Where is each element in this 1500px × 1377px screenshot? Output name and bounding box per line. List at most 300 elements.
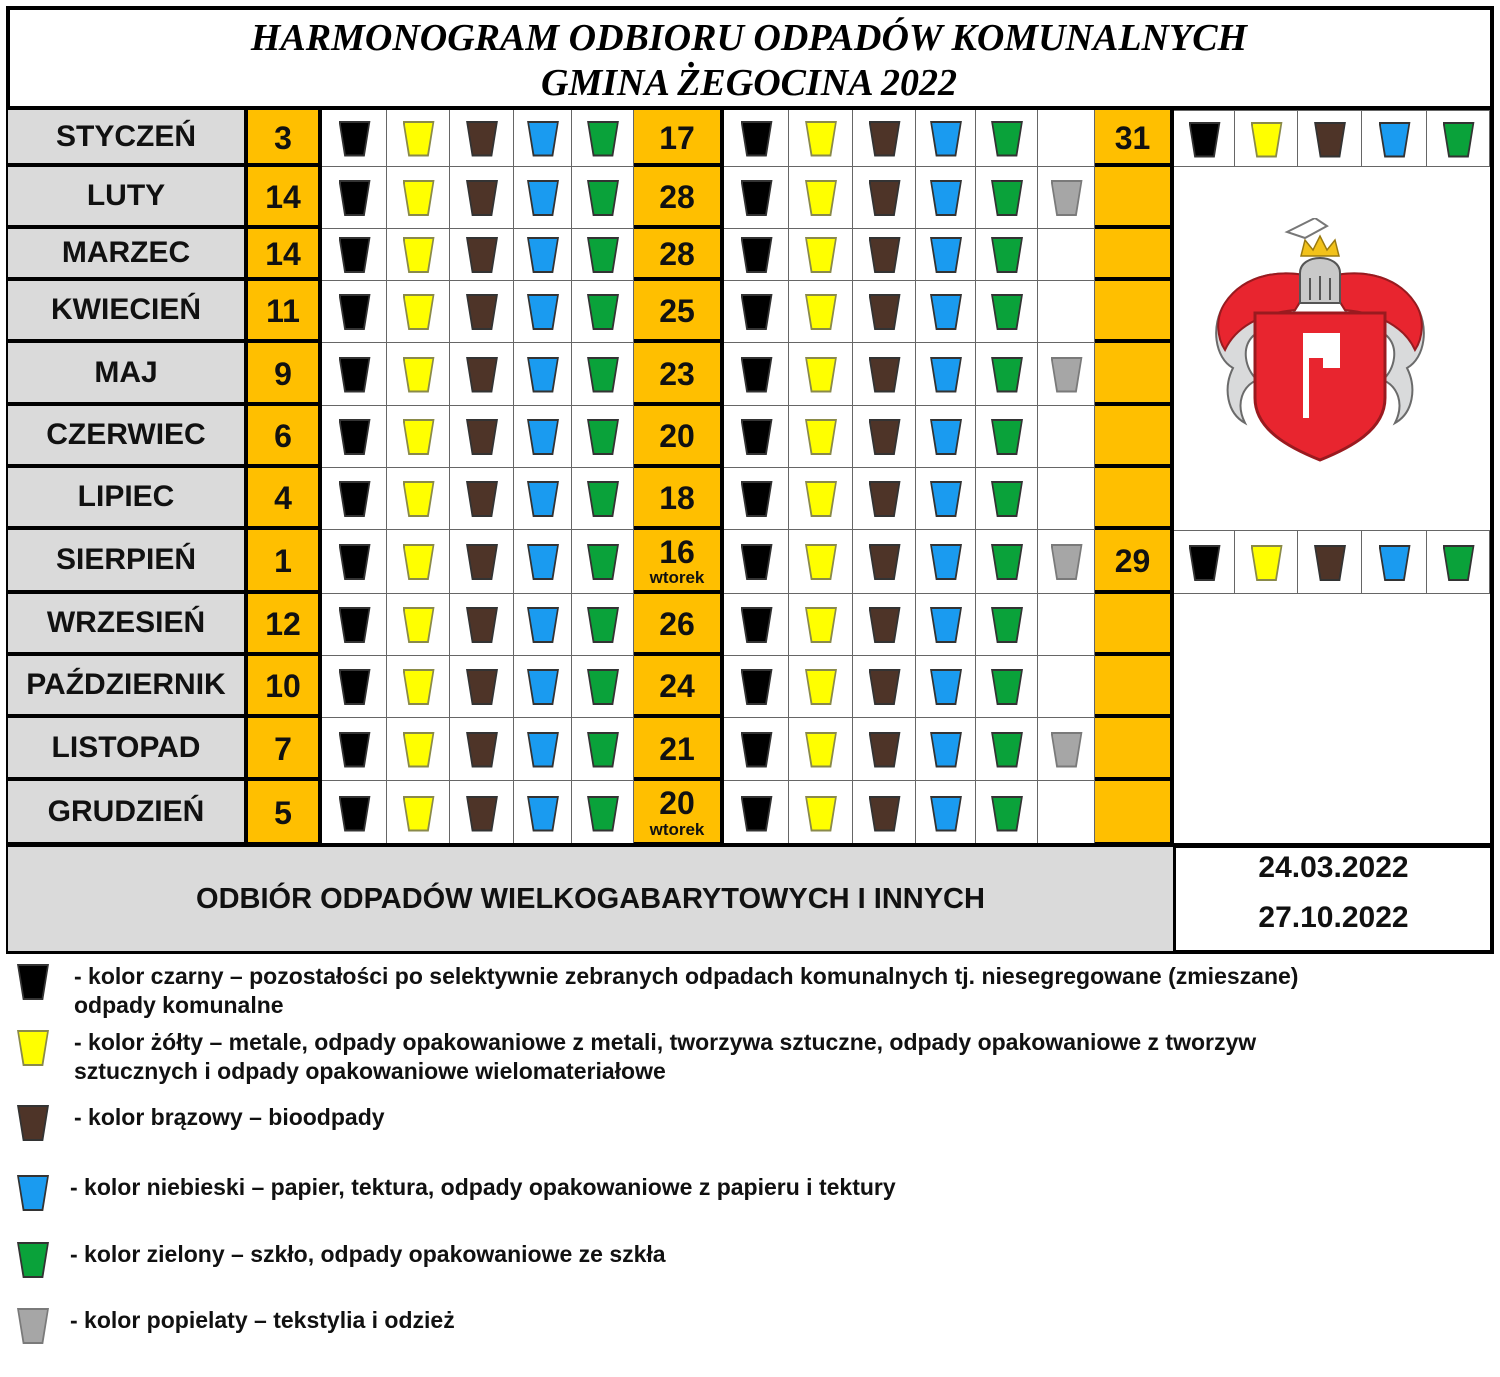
green-bin-icon xyxy=(991,121,1023,157)
month-name-cell: LISTOPAD xyxy=(8,718,248,781)
yellow-bin-icon xyxy=(403,732,435,768)
green-bin-legend-fill xyxy=(19,1244,47,1276)
black-bin-icon xyxy=(741,732,773,768)
bin-cell xyxy=(916,656,976,718)
bin-cell xyxy=(387,343,450,406)
month-name-cell: MAJ xyxy=(8,343,248,406)
legend-item-gray xyxy=(70,1306,455,1335)
legend-text-line-1: - kolor niebieski – papier, tektura, odpady opakowaniowe z papieru i tektury xyxy=(70,1174,896,1200)
blue-bin-fill xyxy=(932,734,960,766)
day3-cell xyxy=(1095,167,1174,229)
blue-bin-icon xyxy=(930,544,962,580)
brown-bin-icon xyxy=(466,669,498,705)
blue-bin-icon xyxy=(1379,545,1411,581)
legend-item-green xyxy=(70,1240,666,1269)
bin-cell xyxy=(916,343,976,406)
black-bin-icon xyxy=(741,121,773,157)
blue-bin-fill xyxy=(529,609,557,641)
brown-bin-icon xyxy=(869,796,901,832)
bin-cell xyxy=(1038,343,1095,406)
bin-cell xyxy=(572,167,634,229)
legend-item-yellow xyxy=(74,1028,1256,1086)
bin-cell xyxy=(1427,530,1490,594)
bin-cell xyxy=(789,781,853,846)
brown-bin-icon xyxy=(869,237,901,273)
brown-bin-icon xyxy=(869,669,901,705)
black-bin-fill xyxy=(341,182,369,214)
gray-bin-icon xyxy=(1051,544,1083,580)
bin-cell xyxy=(572,718,634,781)
blue-bin-icon xyxy=(930,357,962,393)
brown-bin-icon xyxy=(466,544,498,580)
yellow-bin-icon xyxy=(805,180,837,216)
day2-cell xyxy=(634,167,724,229)
brown-bin-fill xyxy=(871,671,899,703)
black-bin-icon xyxy=(741,237,773,273)
blue-bin-icon xyxy=(930,481,962,517)
yellow-bin-fill xyxy=(405,182,433,214)
green-bin-icon xyxy=(991,481,1023,517)
green-bin-fill xyxy=(993,609,1021,641)
yellow-bin-fill xyxy=(807,421,835,453)
yellow-bin-icon xyxy=(805,607,837,643)
blue-bin-icon xyxy=(527,544,559,580)
bin-cell xyxy=(976,167,1038,229)
legend-text-line-1: - kolor zielony – szkło, odpady opakowaniowe ze szkła xyxy=(70,1241,666,1267)
blue-bin-fill xyxy=(1381,124,1409,156)
brown-bin-fill xyxy=(871,296,899,328)
blue-bin-legend-fill xyxy=(19,1177,47,1209)
brown-bin-icon xyxy=(466,237,498,273)
gray-bin-fill xyxy=(1053,359,1081,391)
yellow-bin-fill xyxy=(405,421,433,453)
bin-cell xyxy=(1362,110,1427,167)
legend-item-brown xyxy=(74,1103,385,1132)
bin-cell xyxy=(322,656,387,718)
day1-number: 7 xyxy=(274,730,292,767)
bin-cell xyxy=(1038,281,1095,343)
gray-bin-fill xyxy=(1053,734,1081,766)
bin-cell xyxy=(322,718,387,781)
yellow-bin-fill xyxy=(405,296,433,328)
blue-bin-fill xyxy=(529,546,557,578)
blue-bin-fill xyxy=(932,546,960,578)
green-bin-icon xyxy=(587,669,619,705)
gray-bin-icon xyxy=(1051,357,1083,393)
black-bin-fill xyxy=(341,609,369,641)
title-line-1: HARMONOGRAM ODBIORU ODPADÓW KOMUNALNYCH xyxy=(250,17,1248,59)
bin-cell xyxy=(916,110,976,167)
day2-cell xyxy=(634,594,724,656)
yellow-bin-icon xyxy=(805,481,837,517)
bin-cell xyxy=(916,594,976,656)
bin-cell xyxy=(514,110,572,167)
bin-cell xyxy=(789,594,853,656)
blue-bin-fill xyxy=(932,123,960,155)
day3-cell xyxy=(1095,530,1174,594)
black-bin-fill xyxy=(743,123,771,155)
bin-cell xyxy=(450,406,514,468)
bin-cell xyxy=(853,343,916,406)
day3-number: 29 xyxy=(1114,543,1151,579)
day1-number: 1 xyxy=(274,543,292,579)
day3-cell xyxy=(1095,468,1174,530)
brown-bin-fill xyxy=(468,296,496,328)
brown-bin-legend-fill xyxy=(19,1107,47,1139)
yellow-bin-fill xyxy=(807,182,835,214)
bin-cell xyxy=(789,229,853,281)
bin-cell xyxy=(322,781,387,846)
black-bin-icon xyxy=(741,796,773,832)
blue-bin-fill xyxy=(529,239,557,271)
day2-number: 26 xyxy=(659,606,695,642)
bin-cell xyxy=(514,656,572,718)
blue-bin-fill xyxy=(529,483,557,515)
blue-bin-icon xyxy=(930,180,962,216)
green-bin-fill xyxy=(589,546,617,578)
bin-cell xyxy=(976,781,1038,846)
green-bin-icon xyxy=(991,732,1023,768)
day3-cell xyxy=(1095,406,1174,468)
bin-cell xyxy=(387,110,450,167)
blue-bin-fill xyxy=(932,671,960,703)
yellow-bin-icon xyxy=(403,180,435,216)
black-bin-icon xyxy=(339,180,371,216)
brown-bin-icon xyxy=(1314,545,1346,581)
yellow-bin-icon xyxy=(805,669,837,705)
day1-cell xyxy=(248,656,322,718)
bin-cell xyxy=(572,594,634,656)
bin-cell xyxy=(450,281,514,343)
bin-cell xyxy=(387,594,450,656)
coat-of-arms-icon xyxy=(1205,218,1435,463)
gray-bin-fill xyxy=(1053,546,1081,578)
brown-bin-fill xyxy=(871,546,899,578)
bin-cell xyxy=(976,718,1038,781)
brown-bin-icon xyxy=(466,180,498,216)
bin-cell xyxy=(450,110,514,167)
bulky-date-1: 24.03.2022 xyxy=(1258,851,1409,884)
month-name-cell: SIERPIEŃ xyxy=(8,530,248,594)
black-bin-icon xyxy=(741,357,773,393)
black-bin-icon xyxy=(339,544,371,580)
bin-cell xyxy=(387,281,450,343)
bin-cell xyxy=(976,530,1038,594)
day1-number: 3 xyxy=(274,119,292,156)
bin-cell xyxy=(724,656,789,718)
day1-number: 4 xyxy=(274,480,292,516)
day1-cell xyxy=(248,530,322,594)
bin-cell xyxy=(514,530,572,594)
legend-text-line-1: - kolor żółty – metale, odpady opakowaniowe z metali, tworzywa sztuczne, odpady opakowaniowe z tworzyw xyxy=(74,1029,1257,1055)
bin-cell xyxy=(514,229,572,281)
gray-bin-icon xyxy=(1051,180,1083,216)
brown-bin-icon xyxy=(869,732,901,768)
blue-bin-icon xyxy=(527,669,559,705)
black-bin-icon xyxy=(741,180,773,216)
black-bin-fill xyxy=(341,798,369,830)
bin-cell xyxy=(1038,468,1095,530)
bin-cell xyxy=(322,167,387,229)
black-bin-icon xyxy=(741,607,773,643)
green-bin-legend-icon xyxy=(17,1242,49,1278)
brown-bin-fill xyxy=(468,182,496,214)
black-bin-fill xyxy=(1191,124,1219,156)
bin-cell xyxy=(724,406,789,468)
day2-number: 17 xyxy=(659,119,695,156)
bin-cell xyxy=(916,229,976,281)
day1-number: 14 xyxy=(265,236,301,272)
brown-bin-legend-icon xyxy=(17,1105,49,1141)
bin-cell xyxy=(572,343,634,406)
bin-cell xyxy=(387,229,450,281)
yellow-bin-fill xyxy=(807,798,835,830)
bin-cell xyxy=(572,468,634,530)
blue-bin-legend-icon xyxy=(17,1175,49,1211)
brown-bin-fill xyxy=(468,671,496,703)
yellow-bin-fill xyxy=(405,798,433,830)
bin-cell xyxy=(450,594,514,656)
blue-bin-fill xyxy=(529,296,557,328)
month-name-cell: STYCZEŃ xyxy=(8,110,248,167)
bin-cell xyxy=(514,468,572,530)
bin-cell xyxy=(450,530,514,594)
green-bin-fill xyxy=(993,798,1021,830)
black-bin-fill xyxy=(743,182,771,214)
brown-bin-icon xyxy=(869,294,901,330)
bin-cell xyxy=(976,343,1038,406)
black-bin-icon xyxy=(741,544,773,580)
brown-bin-fill xyxy=(468,798,496,830)
bin-cell xyxy=(976,229,1038,281)
bin-cell xyxy=(514,281,572,343)
day1-cell xyxy=(248,229,322,281)
brown-bin-icon xyxy=(869,180,901,216)
blue-bin-icon xyxy=(527,180,559,216)
green-bin-icon xyxy=(1443,545,1475,581)
bin-cell xyxy=(724,594,789,656)
blue-bin-icon xyxy=(527,419,559,455)
bin-cell xyxy=(976,110,1038,167)
black-bin-legend-fill xyxy=(19,966,47,998)
yellow-bin-fill xyxy=(405,483,433,515)
brown-bin-icon xyxy=(869,419,901,455)
blue-bin-fill xyxy=(529,359,557,391)
black-bin-icon xyxy=(339,732,371,768)
green-bin-icon xyxy=(587,796,619,832)
bin-cell xyxy=(322,281,387,343)
blue-bin-icon xyxy=(930,237,962,273)
bin-cell xyxy=(853,781,916,846)
yellow-bin-icon xyxy=(805,419,837,455)
brown-bin-fill xyxy=(468,546,496,578)
black-bin-fill xyxy=(743,798,771,830)
green-bin-icon xyxy=(587,732,619,768)
month-name-cell: CZERWIEC xyxy=(8,406,248,468)
bin-cell xyxy=(450,781,514,846)
black-bin-icon xyxy=(339,237,371,273)
brown-bin-fill xyxy=(871,798,899,830)
bin-cell xyxy=(853,530,916,594)
bin-cell xyxy=(916,468,976,530)
blue-bin-icon xyxy=(930,121,962,157)
green-bin-fill xyxy=(993,359,1021,391)
day3-cell xyxy=(1095,656,1174,718)
bin-cell xyxy=(1038,110,1095,167)
brown-bin-fill xyxy=(468,123,496,155)
day2-number: 28 xyxy=(659,236,695,272)
brown-bin-fill xyxy=(871,239,899,271)
black-bin-fill xyxy=(341,671,369,703)
bin-cell xyxy=(853,406,916,468)
green-bin-fill xyxy=(993,182,1021,214)
bin-cell xyxy=(322,594,387,656)
bin-cell xyxy=(724,281,789,343)
brown-bin-fill xyxy=(1316,124,1344,156)
brown-bin-fill xyxy=(871,734,899,766)
black-bin-fill xyxy=(743,239,771,271)
yellow-bin-icon xyxy=(403,607,435,643)
day1-cell xyxy=(248,781,322,846)
yellow-bin-icon xyxy=(1251,122,1283,158)
day2-number: 28 xyxy=(659,179,695,215)
green-bin-fill xyxy=(993,296,1021,328)
yellow-bin-icon xyxy=(403,669,435,705)
day1-cell xyxy=(248,468,322,530)
day1-cell xyxy=(248,167,322,229)
day1-number: 5 xyxy=(274,794,292,831)
black-bin-icon xyxy=(339,607,371,643)
month-name-cell: WRZESIEŃ xyxy=(8,594,248,656)
black-bin-fill xyxy=(341,734,369,766)
yellow-bin-legend-fill xyxy=(19,1032,47,1064)
yellow-bin-icon xyxy=(403,237,435,273)
title-line-2: GMINA ŻEGOCINA 2022 xyxy=(541,62,957,104)
bin-cell xyxy=(789,281,853,343)
bin-cell xyxy=(387,530,450,594)
green-bin-fill xyxy=(1445,124,1473,156)
yellow-bin-fill xyxy=(807,239,835,271)
bin-cell xyxy=(976,406,1038,468)
bin-cell xyxy=(514,343,572,406)
bin-cell xyxy=(1427,110,1490,167)
green-bin-icon xyxy=(991,796,1023,832)
legend-item-black xyxy=(74,962,1298,1020)
day1-number: 10 xyxy=(265,668,301,704)
bin-cell xyxy=(853,167,916,229)
bin-cell xyxy=(387,656,450,718)
yellow-bin-fill xyxy=(405,609,433,641)
bin-cell xyxy=(387,781,450,846)
green-bin-fill xyxy=(589,609,617,641)
brown-bin-fill xyxy=(1316,547,1344,579)
yellow-bin-icon xyxy=(805,796,837,832)
brown-bin-fill xyxy=(871,483,899,515)
day2-number: 21 xyxy=(659,730,695,767)
brown-bin-fill xyxy=(871,123,899,155)
brown-bin-icon xyxy=(466,607,498,643)
blue-bin-fill xyxy=(529,734,557,766)
green-bin-icon xyxy=(587,294,619,330)
bin-cell xyxy=(514,594,572,656)
yellow-bin-icon xyxy=(403,481,435,517)
green-bin-fill xyxy=(993,734,1021,766)
day2-cell xyxy=(634,656,724,718)
blue-bin-fill xyxy=(932,421,960,453)
day1-cell xyxy=(248,343,322,406)
day2-number: 20 xyxy=(659,785,695,821)
legend-text-line-1: - kolor popielaty – tekstylia i odzież xyxy=(70,1307,455,1333)
day1-number: 11 xyxy=(266,293,300,329)
brown-bin-fill xyxy=(468,239,496,271)
green-bin-fill xyxy=(993,546,1021,578)
day2-weekday-note: wtorek xyxy=(649,820,705,839)
bin-cell xyxy=(789,468,853,530)
bin-cell xyxy=(1362,530,1427,594)
day3-cell xyxy=(1095,110,1174,167)
brown-bin-icon xyxy=(869,357,901,393)
bin-cell xyxy=(387,167,450,229)
green-bin-icon xyxy=(587,481,619,517)
black-bin-icon xyxy=(1189,545,1221,581)
bin-cell xyxy=(916,530,976,594)
bin-cell xyxy=(1038,167,1095,229)
brown-bin-icon xyxy=(466,481,498,517)
day2-cell xyxy=(634,781,724,846)
black-bin-legend-icon xyxy=(17,964,49,1000)
day2-cell xyxy=(634,468,724,530)
day1-number: 9 xyxy=(274,355,292,392)
bin-cell xyxy=(916,281,976,343)
black-bin-icon xyxy=(1189,122,1221,158)
bin-cell xyxy=(789,167,853,229)
yellow-bin-icon xyxy=(403,357,435,393)
black-bin-fill xyxy=(1191,547,1219,579)
black-bin-fill xyxy=(341,483,369,515)
bin-cell xyxy=(572,656,634,718)
blue-bin-icon xyxy=(527,607,559,643)
yellow-bin-icon xyxy=(403,419,435,455)
day2-cell xyxy=(634,718,724,781)
bin-cell xyxy=(1298,110,1362,167)
black-bin-icon xyxy=(339,357,371,393)
bin-cell xyxy=(1038,718,1095,781)
bin-cell xyxy=(450,718,514,781)
day1-number: 14 xyxy=(265,179,301,215)
black-bin-icon xyxy=(339,669,371,705)
bin-cell xyxy=(322,343,387,406)
gray-bin-fill xyxy=(1053,182,1081,214)
bin-cell xyxy=(514,781,572,846)
bin-cell xyxy=(724,229,789,281)
brown-bin-icon xyxy=(466,294,498,330)
brown-bin-icon xyxy=(869,607,901,643)
bin-cell xyxy=(789,656,853,718)
blue-bin-icon xyxy=(527,121,559,157)
bin-cell xyxy=(976,281,1038,343)
green-bin-icon xyxy=(991,180,1023,216)
legend-item-blue xyxy=(70,1173,896,1202)
green-bin-icon xyxy=(587,544,619,580)
blue-bin-icon xyxy=(1379,122,1411,158)
yellow-bin-icon xyxy=(805,294,837,330)
blue-bin-fill xyxy=(529,123,557,155)
day1-cell xyxy=(248,406,322,468)
black-bin-fill xyxy=(743,734,771,766)
black-bin-icon xyxy=(741,669,773,705)
yellow-bin-fill xyxy=(405,734,433,766)
bin-cell xyxy=(572,530,634,594)
